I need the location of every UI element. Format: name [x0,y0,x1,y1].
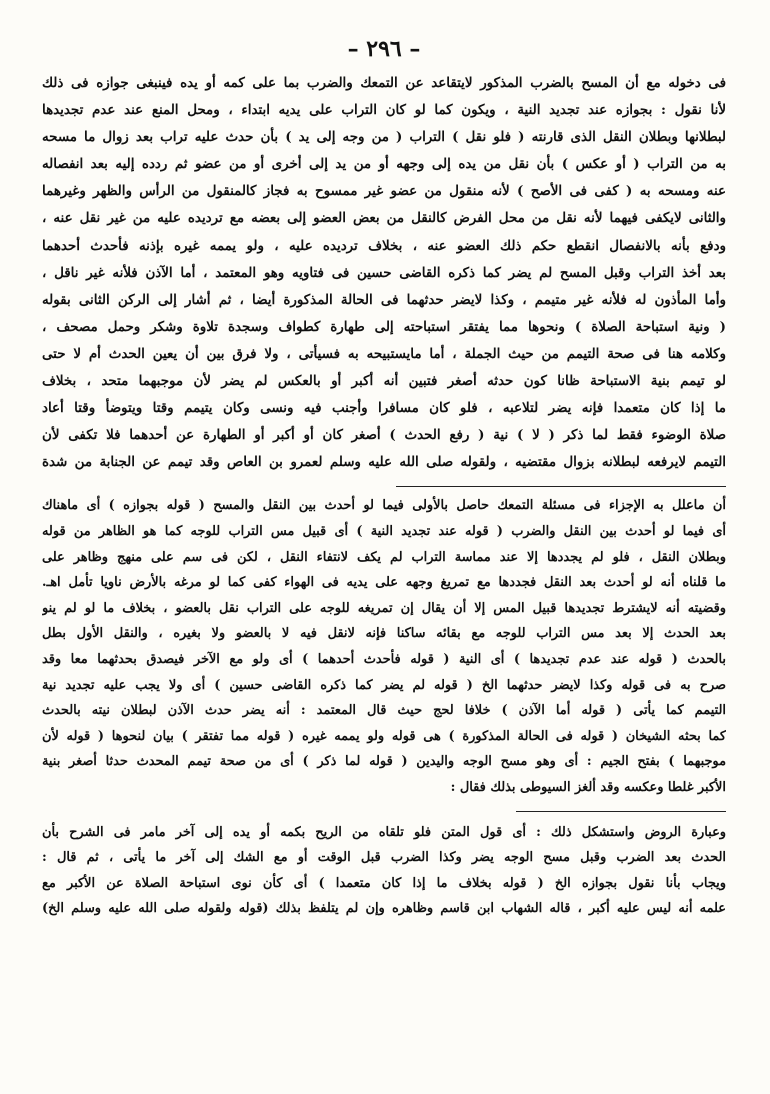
section-divider [396,486,726,487]
gloss-line: صرح به فى قوله وكذا لايضر حدثهما الخ ( قوله لم يضر كما ذكره القاضى حسين ) أى ولا يجب عليه تجديد نية [42,677,726,693]
gloss-line: وقضيته أنه لايشترط تجديدها قبيل المس إلا أن يقال إن تمريغه للوجه على التراب نقل بالعضو ، بخلاف ما لو لم ينو [42,600,726,616]
gloss-text-block [42,493,726,800]
gloss-line: كما بحثه الشيخان ( قوله فى الحالة المذكورة ) هى قوله ولو يممه غيره ( قوله مما تفتقر ) بيان لنحوها ( قوله لأن [42,728,726,744]
gloss-line: ما قلناه أنه لو أحدث بعد النقل فجددها مع تمريغ وجهه على يديه فى الهواء كفى كما لو مرغه بالأرض ناويا تأمل اهـ. [42,575,726,591]
note-line: الحدث بعد الضرب وقبل مسح الوجه يضر وكذا الضرب قبل الوقت أو مع الشك إلى آخر ما يأتى ، ثم قال : [42,850,726,866]
gloss-line: موجبهما ) بفتح الجيم : أى وهو مسح الوجه واليدين ( قوله لما ذكر ) أى من صحة تيمم المحدث حدثا أصغر بنية [42,754,726,770]
main-line: لأنا نقول : بجوازه عند تجديد النية ، ويكون كما لو كان التراب على يديه ابتداء ، ومحل المنع عند عدم تجديدها [42,102,726,119]
main-line: ودفع بأنه بالانفصال انقطع حكم ذلك العضو عنه ، بخلاف ترديده عليه ، ولو يممه غيره بإذنه فأحدث أحدهما [42,237,726,254]
gloss-line: التيمم كما يأتى ( قوله أما الآذن ) خلافا لحج حيث قال المعتمد : أنه يضر حدث الآذن لبطلان نيته بالحدث [42,703,726,719]
main-line: لو تيمم بنية الاستباحة ظانا كون حدثه أصغر فتبين أنه أكبر أو بالعكس لم يضر لأن موجبهما متحد ، بخلاف [42,373,726,390]
main-line: لبطلانها وبطلان النقل الذى قارنته ( فلو نقل ) التراب ( من وجه إلى يد ) بأن حدث عليه تراب بعد زوال ما مسحه [42,129,726,146]
main-line: عنه ومسحه به ( كفى فى الأصح ) لأنه منقول من عضو غير ممسوح به فجاز كالمنقول من الرأس والظهر وغيرهما [42,183,726,200]
note-line: علمه أنه ليس عليه أكبر ، قاله الشهاب ابن قاسم وظاهره وإن لم يتلفظ بذلك (قوله ولقوله صلى الله عليه وسلم الخ) [42,901,726,917]
gloss-line: أى فيما لو أحدث بين النقل والضرب ( قوله عند تجديد النية ) أى قبيل مس التراب للوجه كما هو الظاهر من قوله [42,524,726,539]
note-text-block [42,820,726,922]
gloss-line: أن ماعلل به الإجزاء فى مسئلة التمعك حاصل بالأولى فيما لو أحدث بين النقل والمسح ( قوله بجوازه ) أى ماهناك [42,498,726,514]
gloss-line: بعد الحدث إلا بعد مس التراب للوجه مع بقائه ساكنا فإنه لانقل فيه لا بالعضو ولا بغيره ، والنقل الأول بطل [42,626,726,642]
note-line: ويجاب بأنا نقول بجوازه الخ ( قوله بخلاف ما إذا كان متعمدا ) أى كأن نوى استباحة الصلاة عن الأكبر مع [42,875,726,891]
main-line: فى دخوله مع أن المسح بالضرب المذكور لايتقاعد عن التمعك والضرب بما على كمه أو يده فينبغى جوازه فى ذلك [42,75,726,91]
main-line: ( ونية استباحة الصلاة ) ونحوها مما يفتقر استباحته إلى طهارة كطواف وسجدة تلاوة وشكر وحمل مصحف ، [42,318,726,335]
main-line: ما إذا كان متعمدا فإنه يضر لتلاعبه ، فلو كان مسافرا وأجنب فيه ونسى وكان يتيمم وقتا ويتوضأ وقتا أعاد [42,400,726,417]
page-number: – ٢٩٦ – [347,36,421,62]
main-text-block [42,70,726,476]
gloss-line: وبطلان النقل ، فلو لم يجددها إلا عند مماسة التراب لم يكف لانتفاء النقل ، لكن فى سم على منهج وظاهر على [42,549,726,565]
main-line: به من التراب ( أو عكس ) بأن نقل من يده إلى وجهه أو من يد إلى أخرى أو من عضو ثم ردده إليه بعد انفصاله [42,156,726,173]
main-line: صلاة الوضوء فقط لما ذكر ( لا ) نية ( رفع الحدث ) أصغر كان أو أكبر أو الطهارة عن أحدهما فلا تكفى لأن [42,427,726,444]
main-line: وأما المأذون له فلأنه غير متيمم ، وكذا لايضر حدثهما فى الحالة المذكورة أيضا ، ثم أشار إلى الركن الثانى بقوله [42,291,726,308]
main-line: وكلامه هنا فى صحة التيمم من حيث الجملة ، أما مايستبيحه به فسيأتى ، ولا فرق بين أن يعين الحدث أم لا حتى [42,345,726,362]
gloss-line: بالحدث ( قوله عند عدم تجديدها ) أى النية ( قوله فأحدث أحدهما ) أى ولو مع الآخر فيصدق بحدثهما معا وقد [42,651,726,667]
main-line: بعد أخذ التراب وقبل المسح لم يضر كما ذكره القاضى حسين فى فتاويه وهو المعتمد ، أما الآذن فلأنه غير ناقل ، [42,264,726,281]
section-divider [516,811,726,812]
gloss-line: الأكبر غلطا وعكسه وقد ألغز السيوطى بذلك فقال : [450,779,726,795]
note-line: وعبارة الروض واستشكل ذلك : أى قول المتن فلو تلقاه من الريح بكمه أو يده إلى آخر مامر فى الشرح بأن [42,824,726,840]
main-line: والثانى لايكفى فيهما لأنه نقل من محل الفرض كالنقل من بعض العضو إلى بعضه مع ترديده عليه من غير نقل عنه ، [42,210,726,227]
main-line: التيمم لايرفعه لبطلانه بزوال مقتضيه ، ولقوله صلى الله عليه وسلم لعمرو بن العاص وقد تيمم عن الجنابة من شدة [42,454,726,471]
